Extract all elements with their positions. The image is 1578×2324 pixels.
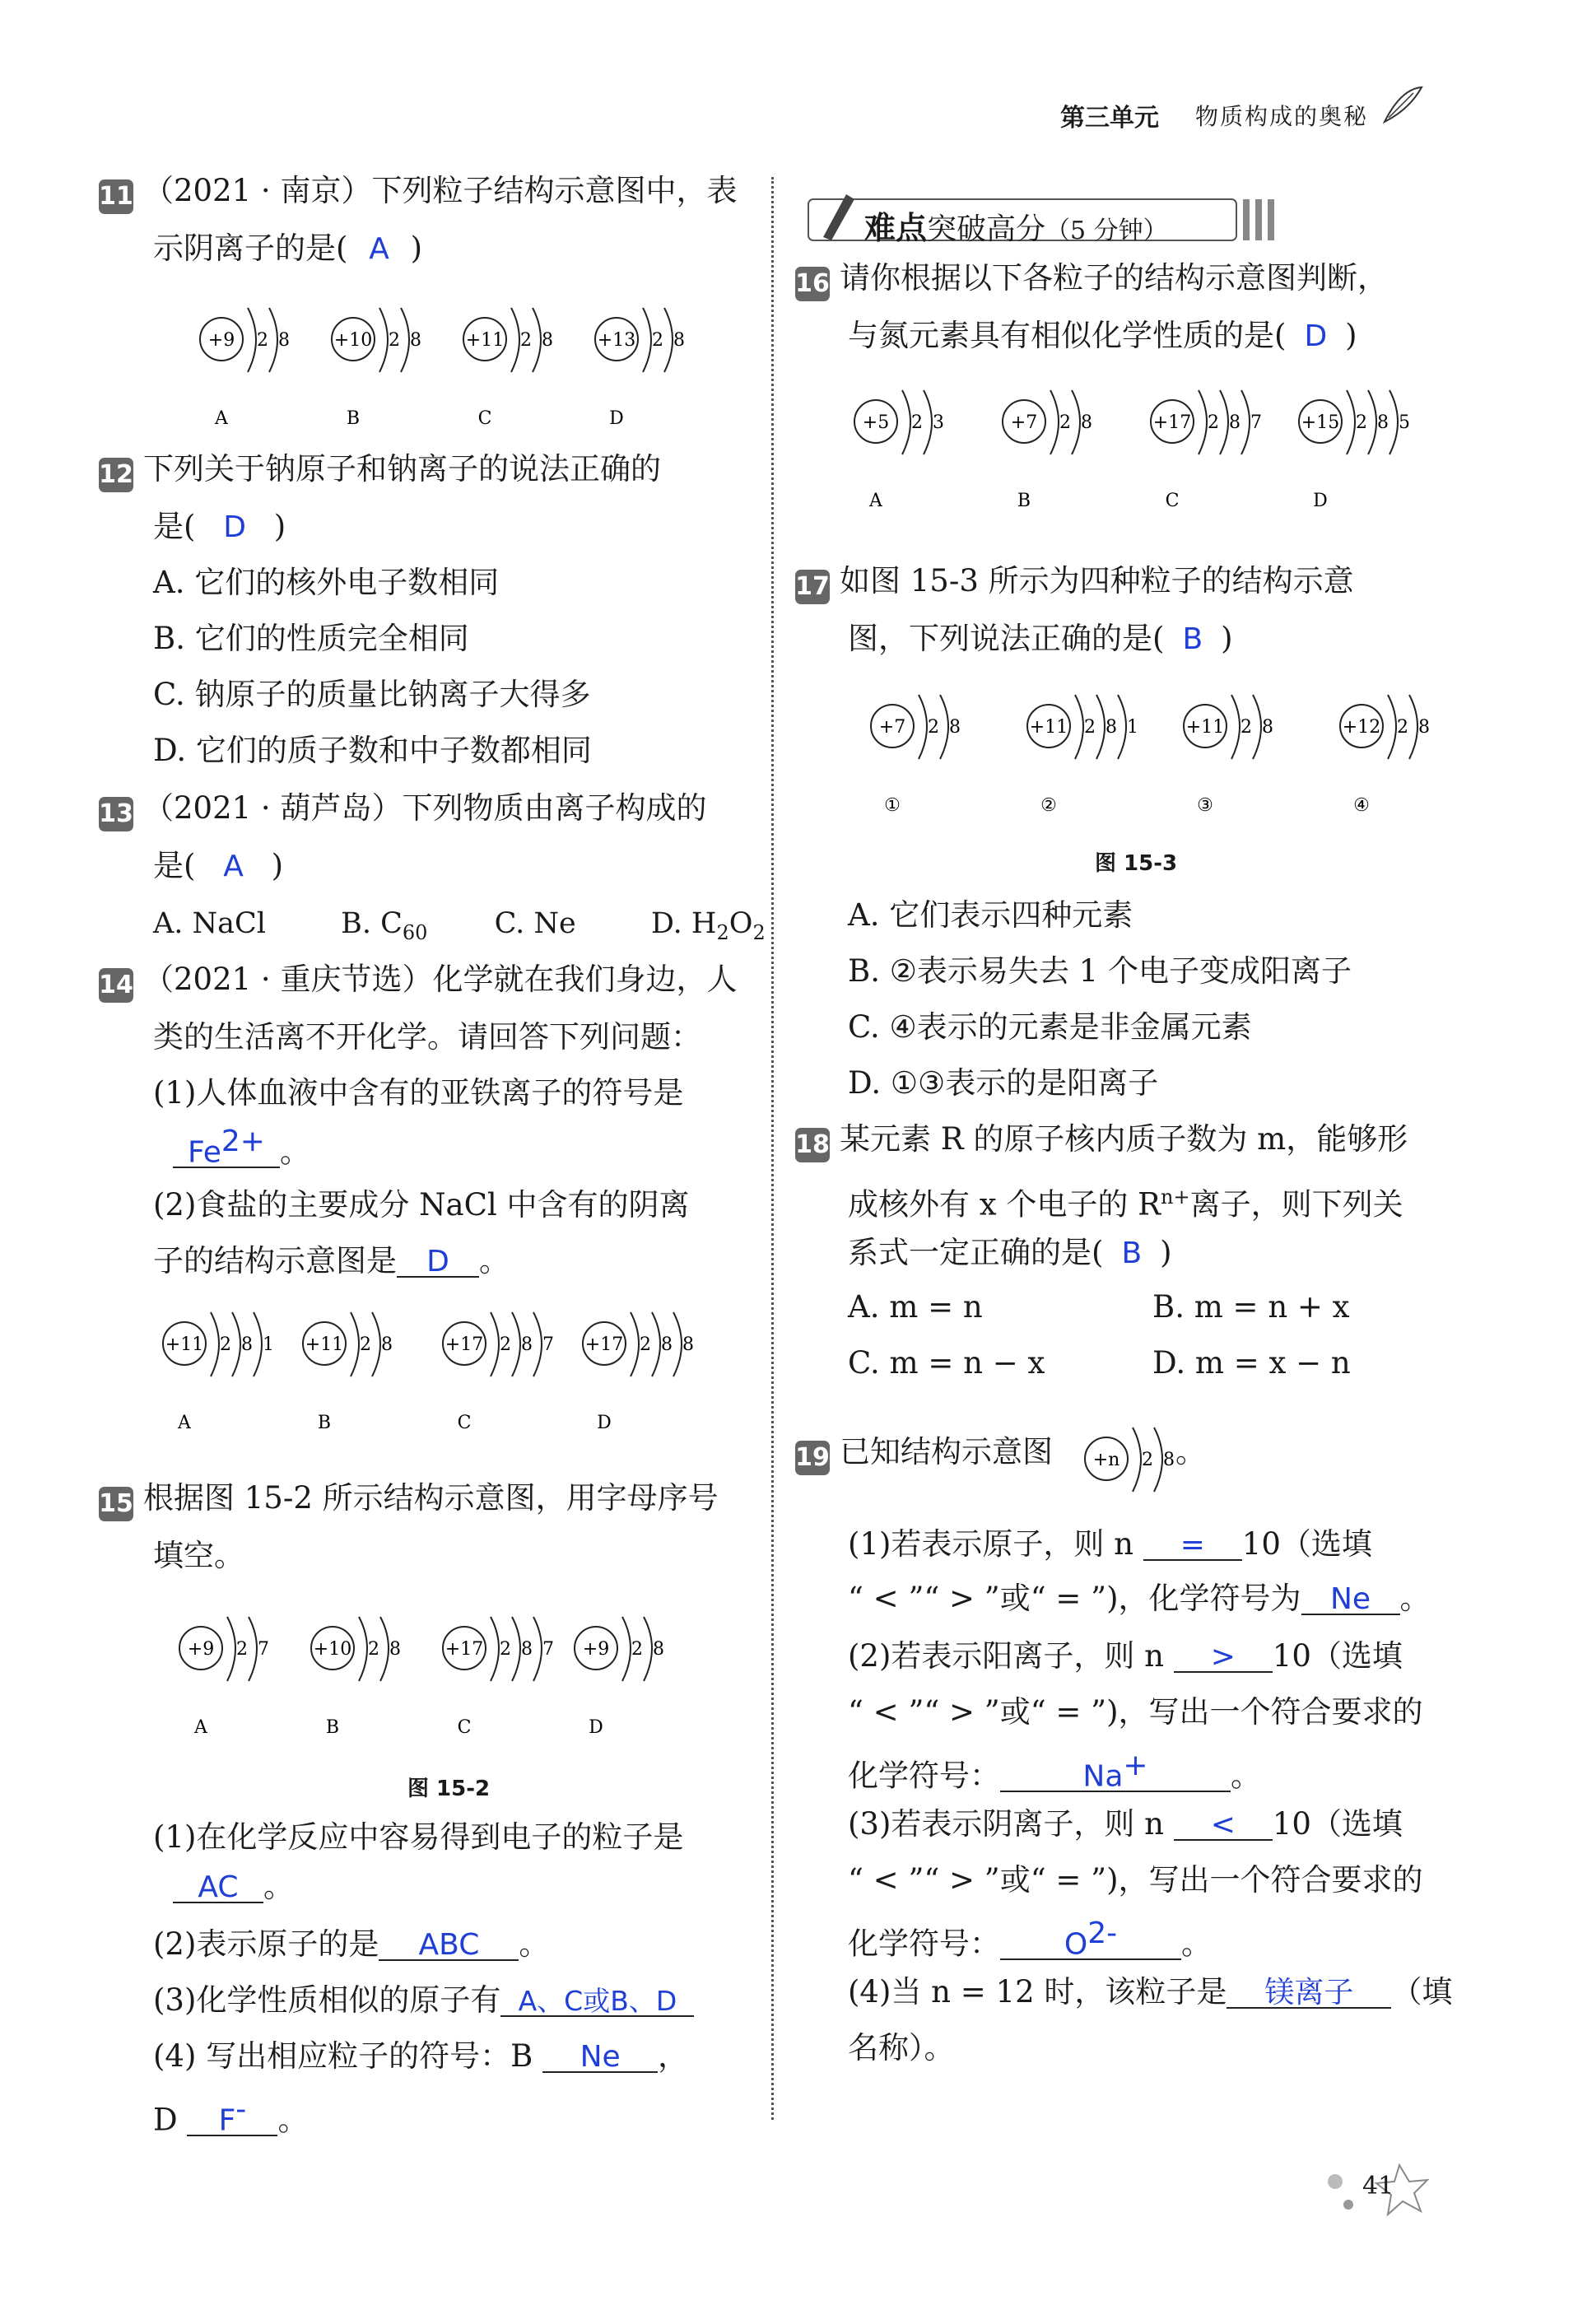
section-subtitle: 突破高分 (927, 212, 1046, 246)
q13-option-c: C. Ne (494, 907, 576, 940)
electron-count: 8 (949, 717, 961, 738)
diagram-label: A (178, 1413, 191, 1433)
electron-shell (1388, 695, 1396, 759)
electron-count: 2 (360, 1334, 371, 1355)
electron-shell (644, 1617, 652, 1681)
q17-answer: B (1182, 622, 1203, 656)
electron-shell (269, 308, 277, 372)
nucleus-charge: +n (1092, 1450, 1120, 1470)
diagram-label: ③ (1197, 795, 1213, 816)
electron-shell (1199, 390, 1207, 454)
atom-diagram (325, 296, 457, 436)
electron-count: 8 (542, 330, 553, 351)
q13-number: 13 (99, 797, 133, 831)
electron-count: 8 (1262, 717, 1273, 738)
electron-shell (940, 695, 948, 759)
electron-shell (1118, 695, 1126, 759)
electron-count: 2 (520, 330, 532, 351)
q13-option-d: D. $H_2O_2$ (650, 907, 766, 944)
atom-diagram (1021, 683, 1152, 823)
q15-part3: (3)化学性质相似的原子有 A、C或B、D (153, 1984, 694, 2017)
electron-count: 8 (673, 330, 685, 351)
diagram-label: D (609, 408, 624, 429)
q19-part2c: 化学符号： Na+ 。 (848, 1749, 1261, 1794)
electron-count: 7 (542, 1334, 554, 1355)
diagram-label: C (477, 408, 492, 429)
q13-options (153, 907, 766, 949)
q12-option-a: A. 它们的核外电子数相同 (153, 565, 500, 600)
q19-intro-end: 。 (1175, 1434, 1206, 1469)
q18-answer: B (1121, 1237, 1143, 1270)
atom-diagram (996, 379, 1128, 519)
nucleus-charge: +12 (1342, 717, 1381, 738)
electron-count: 8 (1377, 412, 1389, 433)
electron-shell (511, 308, 519, 372)
atom-diagram (1292, 379, 1424, 519)
electron-shell (631, 1312, 639, 1376)
electron-count: 2 (368, 1639, 379, 1660)
diagram-label: C (1165, 491, 1180, 511)
nucleus-charge: +17 (445, 1334, 484, 1355)
electron-count: 2 (631, 1639, 643, 1660)
q19-part3a: (3)若表示阴离子，则 n < 10（选填 (848, 1806, 1403, 1842)
q11-line2: 示阴离子的是( A ) (153, 231, 423, 266)
electron-count: 8 (521, 1639, 533, 1660)
nucleus-charge: +5 (862, 412, 890, 433)
q14-part2a: (2)食盐的主要成分 NaCl 中含有的阴离 (153, 1187, 690, 1223)
atom-diagram (296, 1301, 428, 1441)
electron-shell (227, 1617, 235, 1681)
electron-shell (1368, 390, 1376, 454)
diagram-label: ② (1040, 795, 1057, 816)
q17-number: 17 (795, 570, 830, 604)
q14-number: 14 (99, 968, 133, 1003)
electron-count: 5 (1399, 412, 1410, 433)
electron-count: 2 (389, 330, 400, 351)
electron-count: 8 (278, 330, 290, 351)
electron-shell (533, 308, 541, 372)
electron-count: 7 (258, 1639, 269, 1660)
q13-answer: A (223, 850, 244, 883)
diagram-label: A (194, 1717, 207, 1738)
q16-line2: 与氮元素具有相似化学性质的是( D ) (848, 318, 1357, 353)
q15-part2: (2)表示原子的是 ABC 。 (153, 1926, 550, 1962)
atom-diagram (576, 1301, 708, 1441)
electron-shell (1347, 390, 1355, 454)
q11-line1: 11 （2021 · 南京）下列粒子结构示意图中，表 (99, 175, 737, 214)
electron-shell (401, 308, 409, 372)
q19-part2b: “ < ”“ > ”或“ = ”)，写出一个符合要求的 (848, 1694, 1423, 1730)
q16-answer: D (1304, 319, 1328, 353)
q15-part1-answer-line: AC 。 (173, 1870, 294, 1903)
page-number: 41 (1362, 2172, 1394, 2201)
q18-line2: 成核外有 x 个电子的 $R^{n+}$离子，则下列关 (848, 1185, 1403, 1223)
diagram-label: D (597, 1413, 612, 1433)
electron-count: 8 (1163, 1450, 1175, 1470)
q19-part1b: “ < ”“ > ”或“ = ”)，化学符号为 Ne 。 (848, 1581, 1431, 1616)
q14-part2-answer: D (426, 1245, 449, 1278)
electron-shell (491, 1312, 499, 1376)
atom-diagram (589, 296, 720, 436)
electron-shell (664, 308, 673, 372)
electron-count: 2 (640, 1334, 651, 1355)
q12-line2: 是( D ) (153, 509, 286, 544)
diagram-label: D (589, 1717, 603, 1738)
unit-title: 物质构成的奥秘 (1195, 103, 1369, 130)
q14-part1: (1)人体血液中含有的亚铁离子的符号是 (153, 1075, 684, 1111)
q18-option-d: D. m = x − n (1152, 1345, 1351, 1381)
electron-count: 2 (911, 412, 923, 433)
q14-line2: 类的生活离不开化学。请回答下列问题： (153, 1019, 701, 1055)
electron-shell (1133, 1427, 1141, 1492)
q15-part4: (4) 写出相应粒子的符号：B Ne ， (153, 2038, 689, 2074)
q19-part2a: (2)若表示阳离子，则 n > 10（选填 (848, 1638, 1403, 1674)
electron-count: 8 (1418, 717, 1430, 738)
diagram-label: C (457, 1413, 472, 1433)
q15-number: 15 (99, 1487, 133, 1521)
atom-diagram (457, 296, 589, 436)
electron-shell (379, 308, 388, 372)
q17-option-d: D. ①③表示的是阳离子 (848, 1065, 1159, 1101)
q17-line2: 图，下列说法正确的是( B ) (848, 621, 1233, 656)
atom-diagram (864, 683, 996, 823)
q19-line1: 19 已知结构示意图 (795, 1436, 1053, 1475)
q17-option-a: A. 它们表示四种元素 (848, 897, 1133, 933)
q19-number: 19 (795, 1441, 830, 1475)
section-time: （5 分钟） (1045, 217, 1168, 245)
nucleus-charge: +15 (1301, 412, 1340, 433)
diagram-label: A (215, 408, 228, 429)
atom-diagram (305, 1605, 436, 1745)
q15-part5: D F- 。 (153, 2093, 309, 2138)
electron-count: 2 (1356, 412, 1367, 433)
electron-count: 8 (1229, 412, 1241, 433)
electron-count: 1 (263, 1334, 274, 1355)
electron-count: 2 (1084, 717, 1096, 738)
diagram-label: ① (884, 795, 901, 816)
q14-part2b: 子的结构示意图是 D 。 (153, 1243, 510, 1278)
q12-answer: D (223, 510, 246, 544)
electron-shell (673, 1312, 682, 1376)
electron-shell (1241, 390, 1250, 454)
electron-shell (643, 308, 651, 372)
electron-shell (1096, 695, 1105, 759)
electron-shell (512, 1312, 520, 1376)
diagram-label: A (869, 491, 882, 511)
q17-option-b: B. ②表示易失去 1 个电子变成阳离子 (848, 953, 1352, 989)
unit-label: 第三单元 (1060, 104, 1159, 133)
electron-shell (254, 1312, 262, 1376)
electron-shell (249, 1617, 257, 1681)
electron-count: 7 (542, 1639, 554, 1660)
q18-number: 18 (795, 1128, 830, 1162)
q18-line3: 系式一定正确的是( B ) (848, 1235, 1172, 1270)
atom-diagram (173, 1605, 305, 1745)
atom-diagram (1177, 683, 1309, 823)
electron-count: 2 (1142, 1450, 1153, 1470)
q18-option-b: B. m = n + x (1152, 1289, 1350, 1325)
diagram-label: B (1017, 491, 1031, 511)
q13-line1: 13 （2021 · 葫芦岛）下列物质由离子构成的 (99, 792, 706, 831)
section-title: 难点 (864, 210, 928, 246)
electron-count: 2 (236, 1639, 248, 1660)
electron-shell (652, 1312, 660, 1376)
leaf-icon (1376, 81, 1426, 130)
q13-option-b: B. $C_{60}$ (341, 907, 428, 944)
q19-part4b: 名称）。 (848, 2030, 955, 2066)
electron-count: 2 (1241, 717, 1252, 738)
nucleus-charge: +11 (1029, 717, 1068, 738)
electron-shell (1072, 390, 1080, 454)
column-divider (771, 177, 774, 2120)
nucleus-charge: +11 (305, 1334, 344, 1355)
electron-shell (248, 308, 256, 372)
q18-option-a: A. m = n (848, 1289, 983, 1325)
q15-line2: 填空。 (153, 1538, 244, 1573)
electron-count: 2 (220, 1334, 231, 1355)
electron-shell (1409, 695, 1417, 759)
electron-shell (491, 1617, 499, 1681)
electron-shell (622, 1617, 631, 1681)
q16-line1: 16 请你根据以下各粒子的结构示意图判断， (795, 262, 1388, 301)
nucleus-charge: +13 (597, 330, 636, 351)
electron-count: 2 (257, 330, 268, 351)
q16-diagrams (848, 379, 1441, 522)
diagram-label: D (1313, 491, 1328, 511)
electron-shell (1220, 390, 1228, 454)
electron-shell (902, 390, 910, 454)
electron-count: 8 (241, 1334, 253, 1355)
q12-line1: 12 下列关于钠原子和钠离子的说法正确的 (99, 453, 661, 492)
electron-count: 2 (1397, 717, 1408, 738)
electron-shell (380, 1617, 389, 1681)
q14-line1: 14 （2021 · 重庆节选）化学就在我们身边，人 (99, 963, 737, 1003)
nucleus-charge: +9 (187, 1639, 215, 1660)
nucleus-charge: +10 (333, 330, 373, 351)
q11-answer: A (369, 232, 389, 266)
nucleus-charge: +11 (465, 330, 505, 351)
electron-count: 8 (682, 1334, 694, 1355)
electron-count: 3 (933, 412, 944, 433)
q19-part1a: (1)若表示原子，则 n = 10（选填 (848, 1526, 1372, 1562)
nucleus-charge: +17 (445, 1639, 484, 1660)
diagram-label: B (346, 408, 361, 429)
electron-shell (1253, 695, 1261, 759)
electron-count: 8 (1081, 412, 1092, 433)
electron-count: 8 (661, 1334, 673, 1355)
electron-count: 8 (389, 1639, 401, 1660)
nucleus-charge: +17 (584, 1334, 624, 1355)
q13-option-a: A. NaCl (153, 907, 266, 940)
diagram-label: C (457, 1717, 472, 1738)
electron-count: 2 (652, 330, 663, 351)
electron-count: 8 (1106, 717, 1117, 738)
nucleus-charge: +11 (1185, 717, 1225, 738)
q11-number: 11 (99, 179, 133, 214)
electron-count: 8 (410, 330, 421, 351)
electron-count: 8 (381, 1334, 393, 1355)
electron-shell (924, 390, 932, 454)
q17-option-c: C. ④表示的元素是非金属元素 (848, 1009, 1252, 1045)
electron-shell (351, 1312, 359, 1376)
q13-line2: 是( A ) (153, 848, 284, 883)
nucleus-charge: +7 (878, 717, 906, 738)
electron-count: 2 (500, 1334, 511, 1355)
electron-count: 8 (521, 1334, 533, 1355)
electron-count: 1 (1127, 717, 1138, 738)
q19-part3c: 化学符号： $O^{2-}$ 。 (848, 1916, 1212, 1962)
q15-diagrams (173, 1605, 700, 1749)
q12-option-b: B. 它们的性质完全相同 (153, 621, 469, 656)
diagram-label: ④ (1353, 795, 1370, 816)
electron-shell (211, 1312, 219, 1376)
q16-number: 16 (795, 267, 830, 301)
electron-shell (372, 1312, 380, 1376)
nucleus-charge: +9 (582, 1639, 610, 1660)
atom-diagram (1144, 379, 1276, 519)
electron-count: 8 (653, 1639, 664, 1660)
electron-shell (533, 1617, 542, 1681)
q19-part3b: “ < ”“ > ”或“ = ”)，写出一个符合要求的 (848, 1862, 1423, 1898)
nucleus-charge: +7 (1010, 412, 1038, 433)
electron-count: 2 (1208, 412, 1219, 433)
q15-part1: (1)在化学反应中容易得到电子的粒子是 (153, 1819, 684, 1855)
q12-option-c: C. 钠原子的质量比钠离子大得多 (153, 677, 591, 712)
electron-shell (512, 1617, 520, 1681)
q17-line1: 17 如图 15-3 所示为四种粒子的结构示意 (795, 565, 1354, 604)
electron-shell (919, 695, 927, 759)
nucleus-charge: +9 (207, 330, 235, 351)
q15-line1: 15 根据图 15-2 所示结构示意图，用字母序号 (99, 1482, 719, 1521)
diagram-label: B (325, 1717, 340, 1738)
electron-count: 2 (928, 717, 939, 738)
q18-option-c: C. m = n − x (848, 1345, 1045, 1381)
q19-part4a: (4)当 n = 12 时，该粒子是 镁离子 （填 (848, 1974, 1453, 2010)
atom-diagram (1334, 683, 1465, 823)
atom-diagram (848, 379, 980, 519)
q14-part1-answer-line: $Fe^{2+}$ 。 (173, 1128, 310, 1168)
atom-diagram (568, 1605, 700, 1745)
electron-shell (1231, 695, 1240, 759)
electron-count: 2 (500, 1639, 511, 1660)
q12-number: 12 (99, 458, 133, 492)
electron-count: 7 (1250, 412, 1262, 433)
electron-shell (1075, 695, 1083, 759)
electron-shell (1050, 390, 1059, 454)
atom-diagram (436, 1605, 568, 1745)
electron-shell (232, 1312, 240, 1376)
q17-caption: 图 15-3 (1095, 851, 1178, 876)
atom-diagram (436, 1301, 568, 1441)
q15-caption: 图 15-2 (407, 1777, 491, 1801)
nucleus-charge: +17 (1152, 412, 1192, 433)
q17-diagrams (864, 683, 1490, 827)
q18-line1: 18 某元素 R 的原子核内质子数为 m，能够形 (795, 1123, 1408, 1162)
q12-option-d: D. 它们的质子数和中子数都相同 (153, 733, 592, 768)
atom-diagram (193, 296, 325, 436)
atom-diagram (156, 1301, 288, 1441)
electron-shell (1154, 1427, 1162, 1492)
q14-diagrams (156, 1301, 716, 1444)
nucleus-charge: +11 (165, 1334, 204, 1355)
electron-shell (1389, 390, 1398, 454)
q11-diagrams (193, 296, 720, 440)
nucleus-charge: +10 (313, 1639, 352, 1660)
electron-shell (533, 1312, 542, 1376)
electron-shell (359, 1617, 367, 1681)
electron-count: 2 (1059, 412, 1071, 433)
diagram-label: B (317, 1413, 332, 1433)
